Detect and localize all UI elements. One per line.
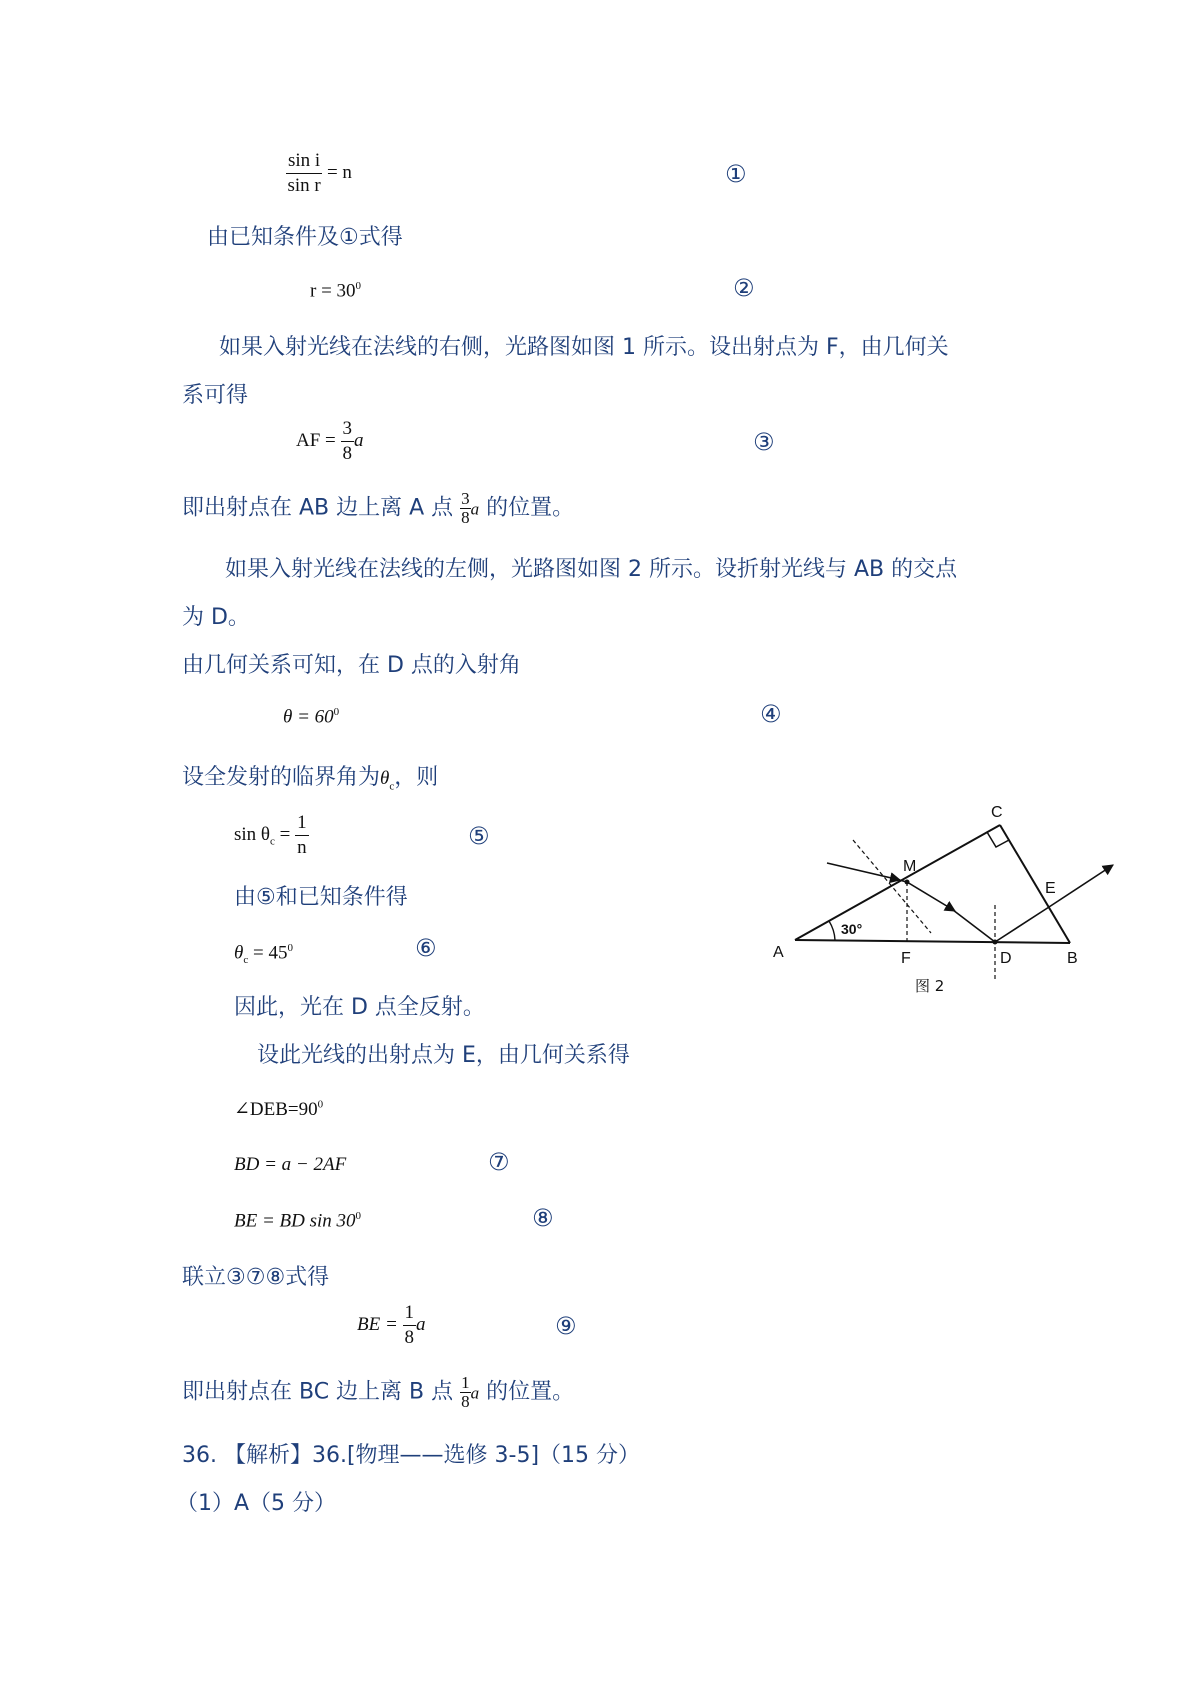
text-line-8: 联立③⑦⑧式得	[182, 1265, 330, 1290]
paragraph-2-line-1: 如果入射光线在法线的左侧，光路图如图 2 所示。设折射光线与 AB 的交点	[225, 557, 958, 582]
angle-arc	[829, 921, 835, 940]
point-m	[905, 880, 910, 885]
text-line-4: 设全发射的临界角为$\theta_c$，则	[182, 765, 439, 793]
label-a: A	[773, 944, 784, 961]
side-ab	[795, 940, 1070, 943]
fraction-3-8: $\frac{3}{8}$	[342, 418, 353, 464]
equation-2-mark: ②	[733, 274, 755, 302]
equation-1-mark: ①	[725, 160, 747, 188]
label-e: E	[1045, 880, 1056, 897]
paragraph-1-line-2: 系可得	[182, 383, 249, 408]
reflected-ray	[995, 907, 1049, 942]
equation-angle-deb: $\angle DEB=90^0$	[234, 1098, 324, 1120]
inline-fraction: $\frac{1}{8}$	[461, 1373, 470, 1411]
text-line-3: 由几何关系可知，在 D 点的入射角	[182, 653, 521, 678]
equation-5: $\sin \theta_c$ = $\frac{1}{n}$	[234, 812, 307, 858]
fraction-1-n: $\frac{1}{n}$	[297, 812, 307, 858]
text-line-9: 即出射点在 BC 边上离 B 点 $\frac{1}{8}a$ 的位置。	[182, 1373, 575, 1411]
label-f: F	[901, 950, 911, 967]
equation-9-mark: ⑨	[555, 1312, 577, 1340]
label-m: M	[903, 858, 917, 875]
paragraph-2-line-2: 为 D。	[182, 605, 250, 630]
side-cb	[1000, 825, 1070, 943]
text-line-6: 因此，光在 D 点全反射。	[234, 995, 485, 1020]
equation-2: $r = 30^0$	[310, 280, 362, 302]
figure-2-light-path-diagram	[755, 795, 1135, 1005]
incident-ray	[827, 863, 900, 880]
refracted-ray	[907, 882, 955, 911]
equation-7: BD = a − 2AF	[234, 1154, 347, 1175]
equation-4-mark: ④	[760, 700, 782, 728]
equation-7-mark: ⑦	[488, 1148, 510, 1176]
label-angle: 30°	[841, 921, 863, 937]
point-d	[993, 940, 998, 945]
fraction-1-8: $\frac{1}{8}$	[404, 1302, 415, 1348]
equation-9: BE = $\frac{1}{8}$ a	[357, 1302, 426, 1348]
figure-caption: 图 2	[915, 977, 945, 995]
equation-3: AF = $\frac{3}{8}$ a	[296, 418, 364, 464]
equation-4: $\theta = 60^0$	[283, 706, 340, 728]
text-line-5: 由⑤和已知条件得	[234, 885, 408, 910]
label-b: B	[1067, 950, 1078, 967]
text-line-2: 即出射点在 AB 边上离 A 点 $\frac{3}{8}a$ 的位置。	[182, 489, 575, 527]
text-line-1: 由已知条件及①式得	[207, 225, 403, 250]
fraction-sin-ratio: $\frac{\text{sin i}}{\text{sin r}}$	[287, 150, 321, 196]
text-line-7: 设此光线的出射点为 E，由几何关系得	[257, 1043, 630, 1068]
emergent-ray	[1049, 865, 1113, 907]
label-c: C	[991, 804, 1003, 821]
equation-8: BE = BD $\sin 30^0$	[234, 1210, 362, 1232]
equation-3-mark: ③	[753, 428, 775, 456]
equation-5-mark: ⑤	[468, 822, 490, 850]
equation-1: $\frac{\text{sin i}}{\text{sin r}}$ = n	[287, 150, 352, 196]
label-d: D	[1000, 950, 1012, 967]
text-line-11: （1）A（5 分）	[176, 1491, 337, 1516]
text-line-10: 36. 【解析】36.[物理——选修 3-5]（15 分）	[182, 1443, 641, 1468]
equation-8-mark: ⑧	[532, 1204, 554, 1232]
equation-6-mark: ⑥	[415, 934, 437, 962]
paragraph-1-line-1: 如果入射光线在法线的右侧，光路图如图 1 所示。设出射点为 F，由几何关	[219, 335, 949, 360]
inline-fraction: $\frac{3}{8}$	[461, 489, 470, 527]
equation-6: $\theta_c = 45^0$	[234, 942, 293, 967]
